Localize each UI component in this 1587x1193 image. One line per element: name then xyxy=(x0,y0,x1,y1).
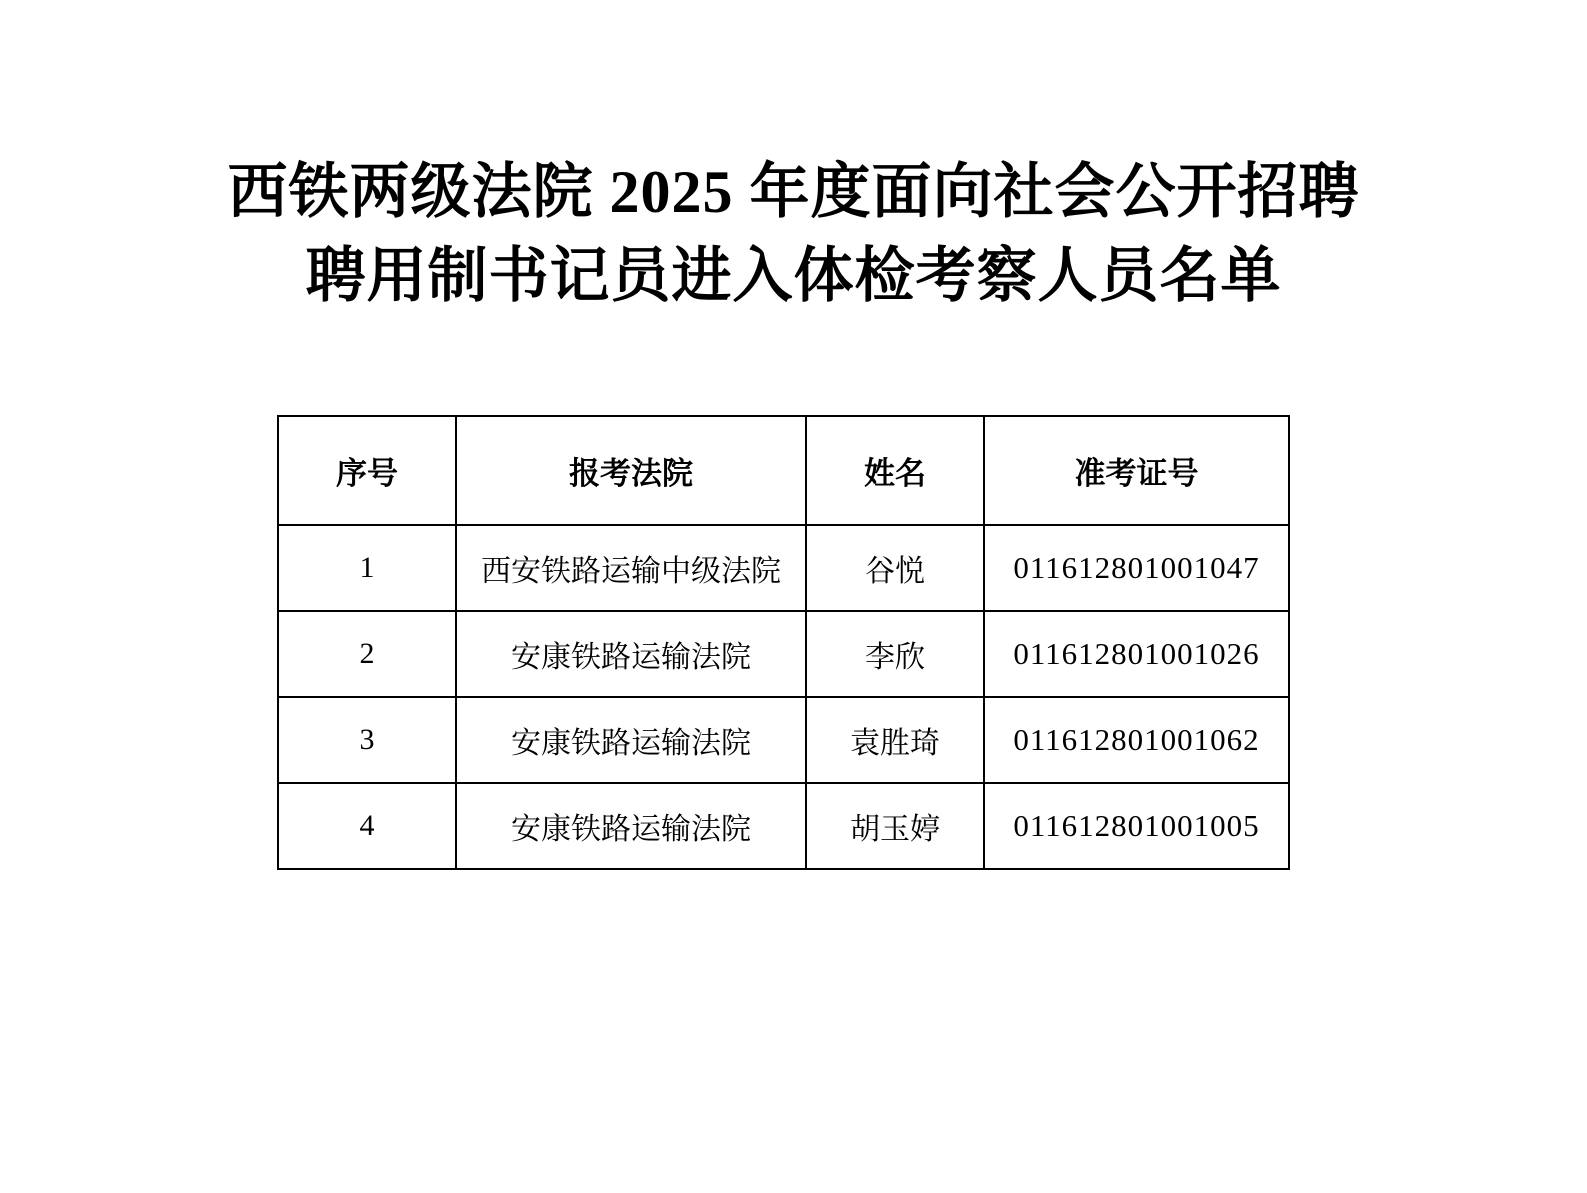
cell-ticket-number: 011612801001062 xyxy=(984,697,1289,783)
header-ticket-number: 准考证号 xyxy=(984,416,1289,525)
table-row xyxy=(278,783,1289,869)
cell-name: 胡玉婷 xyxy=(806,783,984,869)
header-court-applied: 报考法院 xyxy=(456,416,806,525)
cell-court-applied: 西安铁路运输中级法院 xyxy=(456,525,806,611)
cell-court-applied: 安康铁路运输法院 xyxy=(456,611,806,697)
cell-serial-number: 2 xyxy=(278,611,456,697)
table-header-row xyxy=(278,416,1289,525)
table-row xyxy=(278,611,1289,697)
cell-ticket-number: 011612801001026 xyxy=(984,611,1289,697)
table-row xyxy=(278,697,1289,783)
title-line-1: 西铁两级法院 2025 年度面向社会公开招聘 xyxy=(227,159,1360,225)
document-page xyxy=(0,150,1587,1193)
cell-serial-number: 3 xyxy=(278,697,456,783)
cell-ticket-number: 011612801001047 xyxy=(984,525,1289,611)
cell-name: 谷悦 xyxy=(806,525,984,611)
cell-serial-number: 4 xyxy=(278,783,456,869)
header-serial-number: 序号 xyxy=(278,416,456,525)
cell-court-applied: 安康铁路运输法院 xyxy=(456,783,806,869)
document-title xyxy=(0,150,1587,318)
cell-name: 袁胜琦 xyxy=(806,697,984,783)
cell-court-applied: 安康铁路运输法院 xyxy=(456,697,806,783)
cell-ticket-number: 011612801001005 xyxy=(984,783,1289,869)
title-line-2: 聘用制书记员进入体检考察人员名单 xyxy=(305,243,1282,309)
candidate-table xyxy=(277,415,1290,870)
cell-serial-number: 1 xyxy=(278,525,456,611)
table-row xyxy=(278,525,1289,611)
cell-name: 李欣 xyxy=(806,611,984,697)
header-name: 姓名 xyxy=(806,416,984,525)
